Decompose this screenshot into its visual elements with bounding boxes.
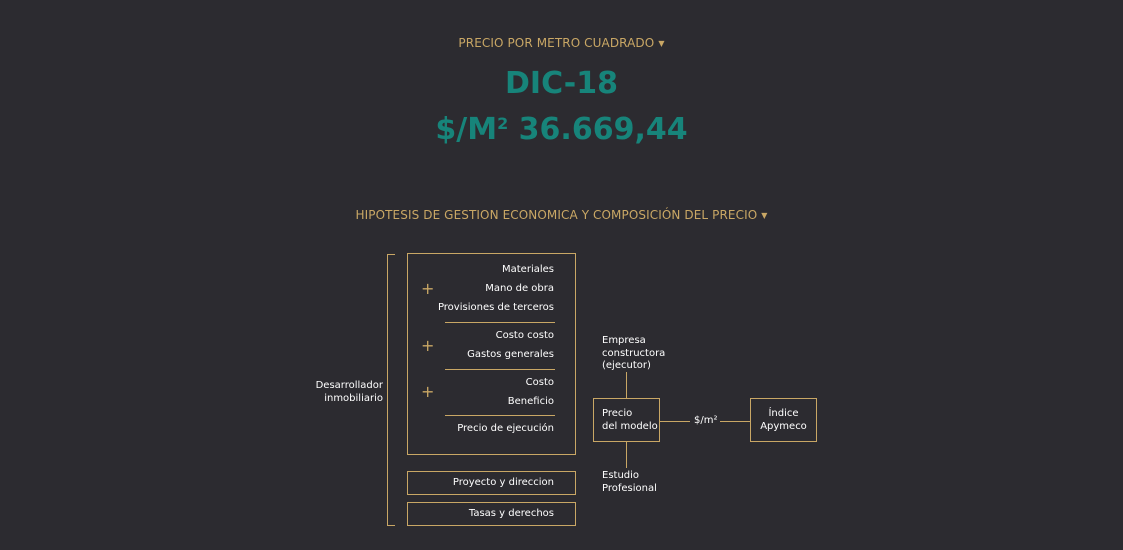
project-direction-label: Proyecto y direccion — [452, 477, 554, 488]
cost-cost-label: Costo costo — [495, 330, 554, 341]
hypothesis-label: HIPOTESIS DE GESTION ECONOMICA Y COMPOSICIÓN DEL PRECIO — [355, 208, 758, 222]
model-price-label: Precio del modelo — [602, 408, 658, 432]
materials-label: Materiales — [502, 264, 554, 275]
bracket-top — [387, 254, 395, 255]
period-title: DIC-18 — [505, 66, 618, 101]
model-price-box — [593, 398, 660, 442]
general-expenses-label: Gastos generales — [467, 349, 554, 360]
separator — [445, 322, 555, 323]
price-per-m2-label: PRECIO POR METRO CUADRADO — [458, 36, 655, 50]
hypothesis-toggle[interactable] — [0, 208, 1123, 222]
connector-line — [720, 421, 750, 422]
plus-icon: + — [421, 279, 435, 298]
price-unit-superscript: 2 — [497, 114, 509, 133]
third-party-provisions-label: Provisiones de terceros — [437, 302, 554, 313]
price-per-m2-toggle[interactable] — [0, 36, 1123, 50]
connector-line — [660, 421, 690, 422]
connector-line — [626, 372, 627, 398]
chevron-down-icon: ▼ — [761, 211, 768, 220]
fees-box — [407, 502, 576, 526]
separator — [445, 415, 555, 416]
chevron-down-icon: ▼ — [658, 39, 665, 48]
connector-line — [626, 442, 627, 468]
project-direction-box — [407, 471, 576, 495]
labor-label: Mano de obra — [485, 283, 554, 294]
plus-icon: + — [421, 382, 435, 401]
index-label: Índice Apymeco — [760, 408, 807, 432]
cost-label: Costo — [525, 377, 554, 388]
plus-icon: + — [421, 336, 435, 355]
price-amount: 36.669,44 — [518, 112, 688, 147]
bracket-bottom — [387, 525, 395, 526]
execution-price-label: Precio de ejecución — [457, 423, 554, 434]
index-box — [750, 398, 817, 442]
bracket-line — [387, 254, 388, 525]
fees-label: Tasas y derechos — [468, 508, 554, 519]
builder-label: Empresa constructora (ejecutor) — [602, 335, 666, 371]
price-unit: $/M — [435, 112, 498, 147]
separator — [445, 369, 555, 370]
per-m2-label: $/m² — [694, 415, 718, 426]
developer-label: Desarrollador inmobiliario — [315, 380, 383, 404]
study-label: Estudio Profesional — [602, 470, 657, 494]
price-value — [0, 112, 1123, 147]
profit-label: Beneficio — [507, 396, 554, 407]
